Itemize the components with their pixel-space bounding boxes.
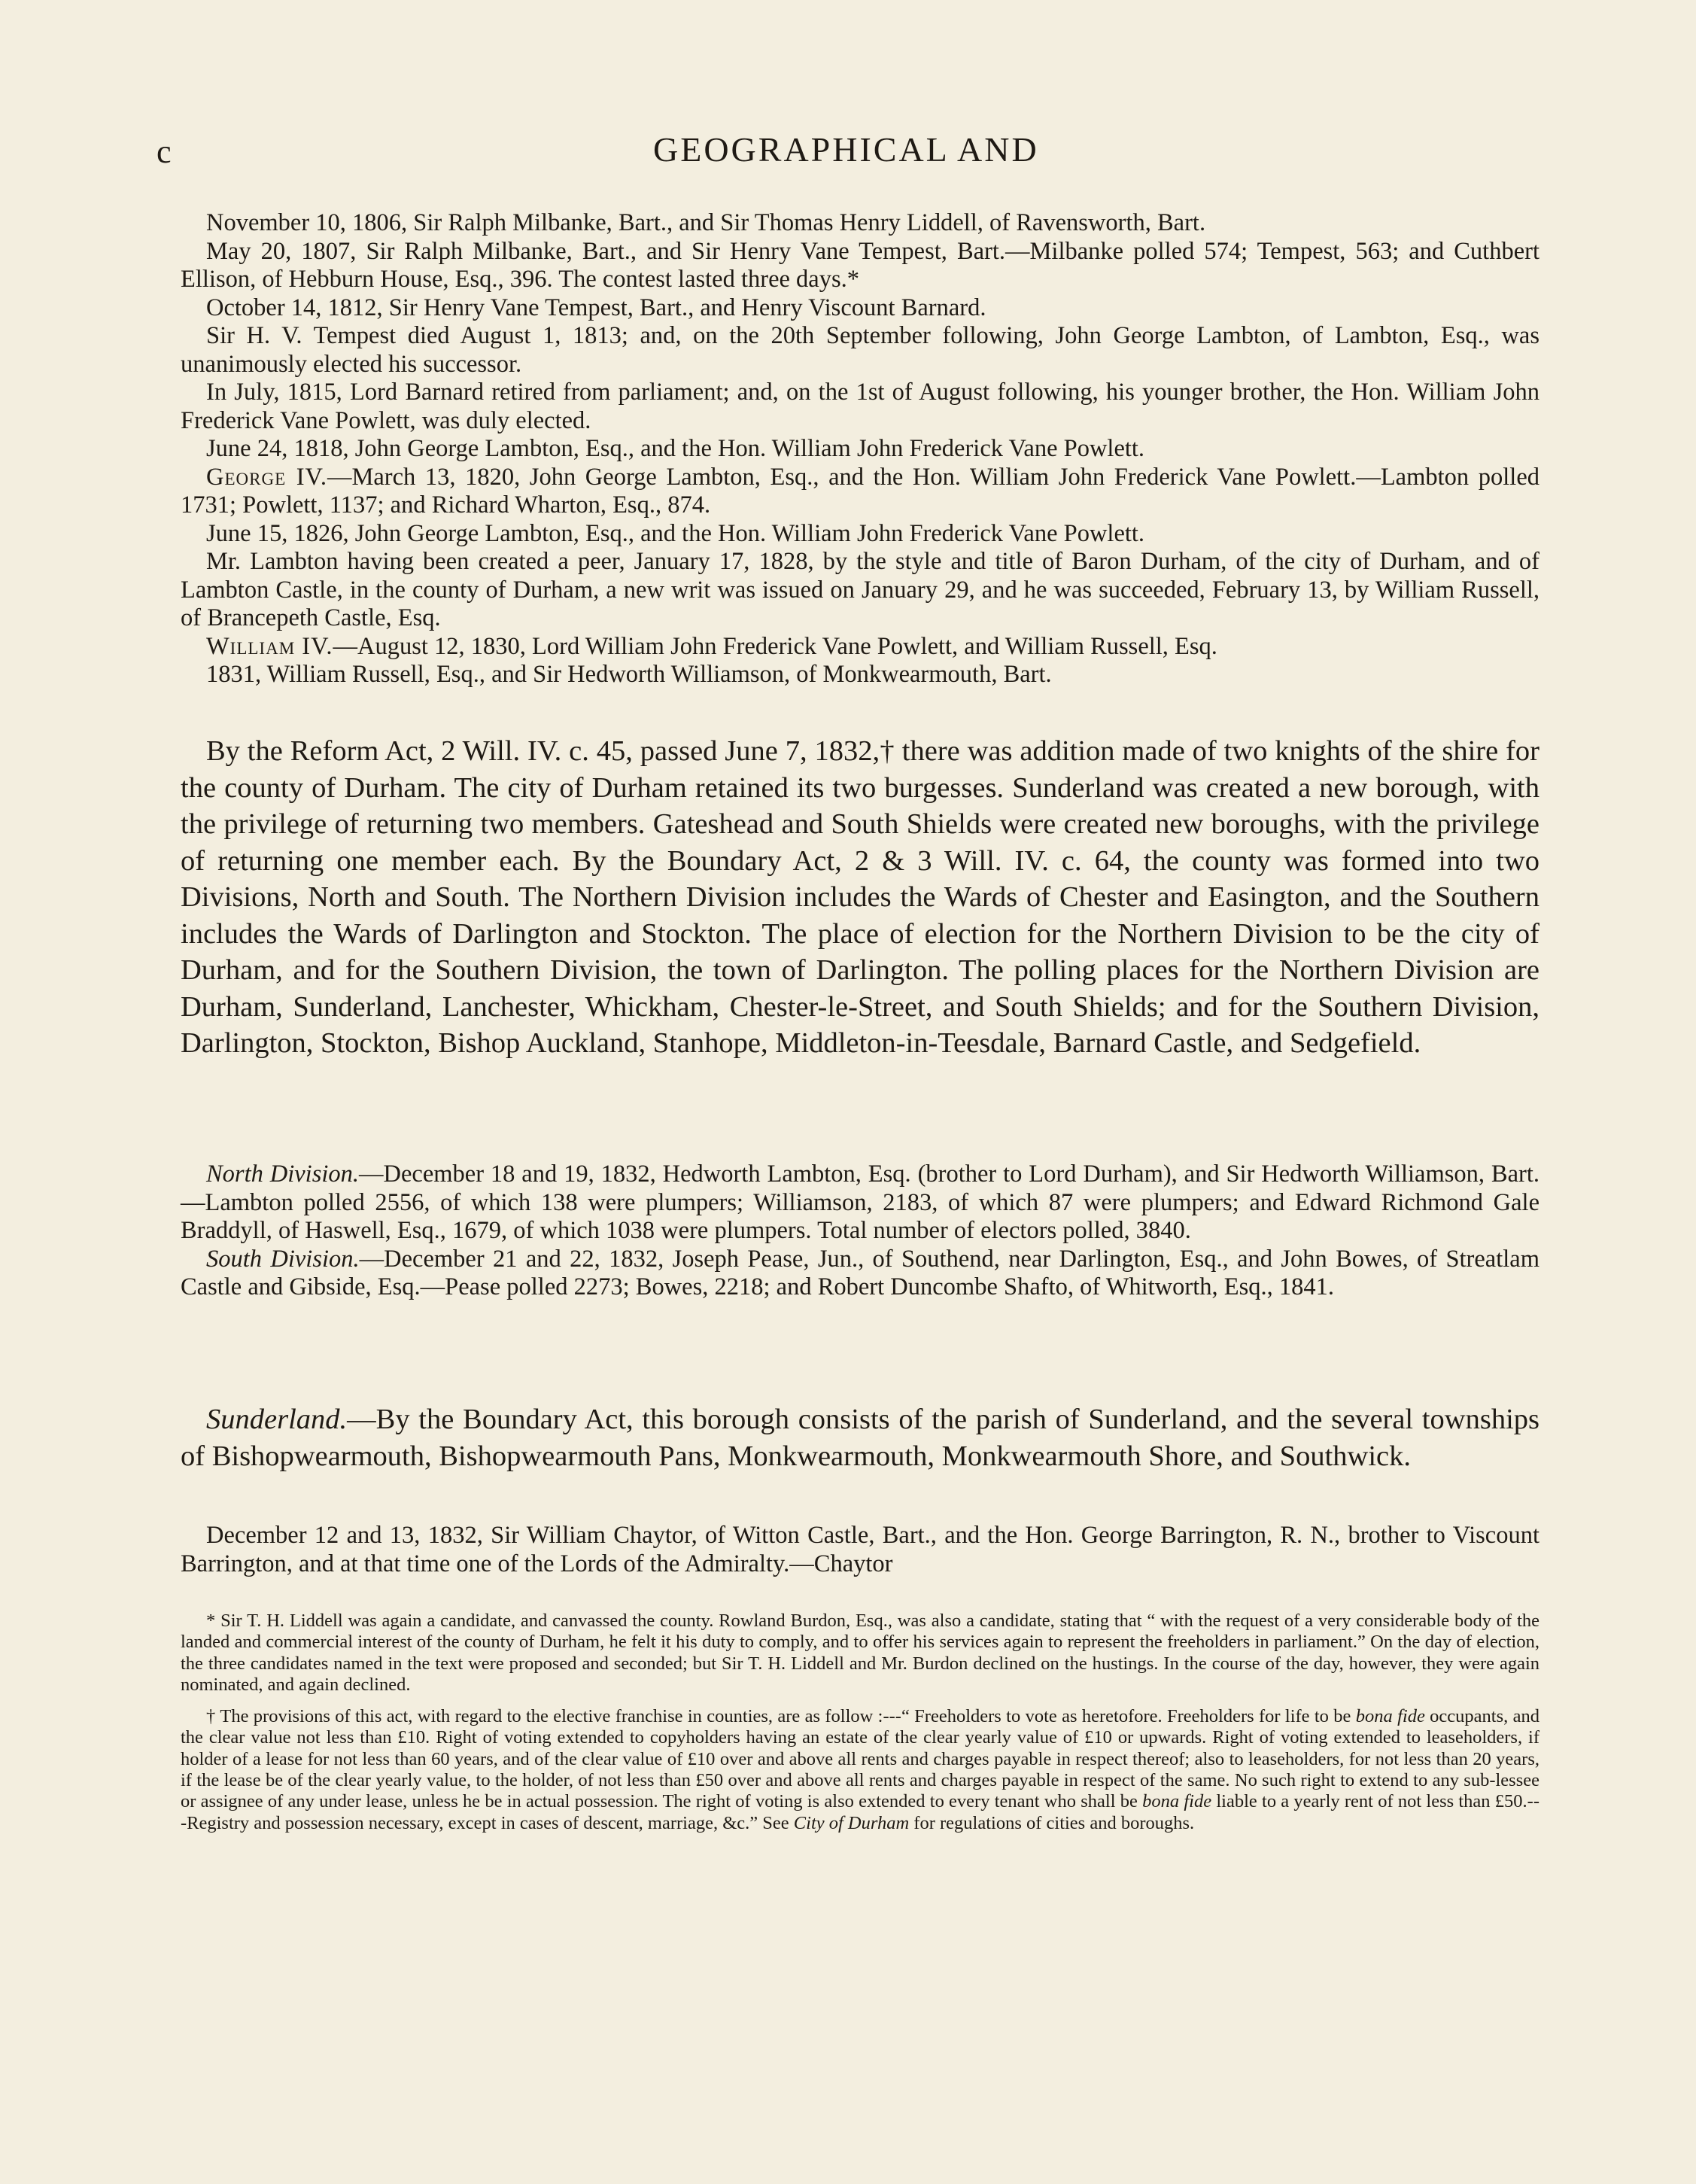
south-division-text: —December 21 and 22, 1832, Joseph Pease, Jun., of Southend, near Darlington, Esq., and John Bowes, of Streatlam Castle and Gibside, Esq.—Pease polled 2273; Bowes, 2218; and Robert Duncombe Shafto, of Whitworth, Esq., 1841.: [181, 1245, 1539, 1300]
footnote-star: * Sir T. H. Liddell was again a candidate, and canvassed the county. Rowland Burdon, Esq., was also a candidate, stating that “ with the request of a very considerable body of the landed and commercial interest of the county of Durham, he felt it his duty to comply, and to offer his services again to represent the freeholders in parliament.” On the day of election, the three candidates named in the text were proposed and seconded; but Sir T. H. Liddell and Mr. Burdon declined on the hustings. In the course of the day, however, they were again nominated, and again declined.: [181, 1611, 1539, 1695]
entry-1812: October 14, 1812, Sir Henry Vane Tempest, Bart., and Henry Viscount Barnard.: [206, 294, 986, 321]
sunderland-election: [181, 1522, 1539, 1578]
bona-fide-1: bona fide: [1355, 1706, 1425, 1727]
entry-1806: November 10, 1806, Sir Ralph Milbanke, Bart., and Sir Thomas Henry Liddell, of Ravensworth, Bart.: [206, 209, 1206, 236]
reform-paragraph: By the Reform Act, 2 Will. IV. c. 45, passed June 7, 1832,† there was addition made of two knights of the shire for the county of Durham. The city of Durham retained its two burgesses. Sunderland was created a new borough, with the privilege of returning two members. Gateshead and South Shields were created new boroughs, with the privilege of returning one member each. By the Boundary Act, 2 & 3 Will. IV. c. 64, the county was formed into two Divisions, North and South. The Northern Division includes the Wards of Chester and Easington, and the Southern includes the Wards of Darlington and Stockton. The place of election for the Northern Division to be the city of Durham, and for the Southern Division, the town of Darlington. The polling places for the Northern Division are Durham, Sunderland, Lanchester, Whickham, Chester-le-Street, and South Shields; and for the Southern Division, Darlington, Stockton, Bishop Auckland, Stanhope, Middleton-in-Teesdale, Barnard Castle, and Sedgefield.: [181, 735, 1539, 1059]
election-list: [181, 209, 1539, 689]
division-results: [181, 1160, 1539, 1302]
sunderland-section: [181, 1401, 1539, 1474]
reign-william-iv: William IV.: [206, 632, 333, 660]
north-division: [181, 1160, 1539, 1246]
bona-fide-2: bona fide: [1142, 1791, 1212, 1812]
north-division-label: North Division.: [206, 1160, 359, 1188]
sunderland-label: Sunderland.: [206, 1404, 348, 1435]
footnote-dagger-part-3: liable to a yearly rent of not less than £50.---Registry and possession necessary, except in cases of descent, marriage, &c.” See: [181, 1791, 1539, 1833]
footnote-dagger: [181, 1706, 1539, 1834]
sunderland-1832: December 12 and 13, 1832, Sir William Chaytor, of Witton Castle, Bart., and the Hon. George Barrington, R. N., brother to Viscount Barrington, and at that time one of the Lords of the Admiralty.—Chaytor: [181, 1522, 1539, 1577]
running-head: GEOGRAPHICAL AND: [653, 130, 1039, 169]
entry-1826: June 15, 1826, John George Lambton, Esq., and the Hon. William John Frederick Vane Powlett.: [206, 519, 1145, 547]
entry-1815: In July, 1815, Lord Barnard retired from parliament; and, on the 1st of August following, his younger brother, the Hon. William John Frederick Vane Powlett, was duly elected.: [181, 379, 1539, 434]
entry-1830: [181, 633, 1539, 662]
entry-1813: Sir H. V. Tempest died August 1, 1813; and, on the 20th September following, John George Lambton, of Lambton, Esq., was unanimously elected his successor.: [181, 322, 1539, 378]
city-of-durham-reference: City of Durham: [793, 1812, 910, 1833]
entry-1807: May 20, 1807, Sir Ralph Milbanke, Bart., and Sir Henry Vane Tempest, Bart.—Milbanke polled 574; Tempest, 563; and Cuthbert Ellison, of Hebburn House, Esq., 396. The contest lasted three days.*: [181, 237, 1539, 293]
south-division: [181, 1246, 1539, 1302]
entry-1828: Mr. Lambton having been created a peer, January 17, 1828, by the style and title of Baron Durham, of the city of Durham, and of Lambton Castle, in the county of Durham, a new writ was issued on January 29, and he was succeeded, February 13, by William Russell, of Brancepeth Castle, Esq.: [181, 548, 1539, 631]
footnote-dagger-part-2: occupants, and the clear value not less than £10. Right of voting extended to copyholders having an estate of the clear yearly value of £10 or upwards. Right of voting extended to leaseholders, if holder of a lease for not less than 60 years, and of the clear value of £10 over and above all rents and charges payable in respect thereof; also to leaseholders, for not less than 20 years, if the lease be of the clear yearly value, to the holder, of not less than £50 over and above all rents and charges payable in respect of the same. No such right to extend to any sub-lessee or assignee of any under lease, unless he be in actual possession. The right of voting is also extended to every tenant who shall be: [181, 1706, 1539, 1812]
entry-1818: June 24, 1818, John George Lambton, Esq., and the Hon. William John Frederick Vane Powlett.: [206, 435, 1145, 462]
entry-1831: 1831, William Russell, Esq., and Sir Hedworth Williamson, of Monkwearmouth, Bart.: [206, 661, 1052, 688]
sunderland-text: —By the Boundary Act, this borough consists of the parish of Sunderland, and the several townships of Bishopwearmouth, Bishopwearmouth Pans, Monkwearmouth, Monkwearmouth Shore, and Southwick.: [181, 1404, 1539, 1472]
footnotes: [181, 1611, 1539, 1834]
entry-1820-text: —March 13, 1820, John George Lambton, Esq., and the Hon. William John Frederick Vane Powlett.—Lambton polled 1731; Powlett, 1137; and Richard Wharton, Esq., 874.: [181, 463, 1539, 519]
footnote-dagger-part-1: † The provisions of this act, with regard to the elective franchise in counties, are as follow :---“ Freeholders to vote as heretofore. Freeholders for life to be: [206, 1706, 1356, 1727]
page-folio: c: [157, 133, 172, 170]
entry-1830-text: —August 12, 1830, Lord William John Frederick Vane Powlett, and William Russell, Esq.: [333, 632, 1217, 660]
reform-act-section: [181, 733, 1539, 1062]
footnote-dagger-part-4: for regulations of cities and boroughs.: [909, 1812, 1195, 1833]
north-division-text: —December 18 and 19, 1832, Hedworth Lambton, Esq. (brother to Lord Durham), and Sir Hedworth Williamson, Bart.—Lambton polled 2556, of which 138 were plumpers; Williamson, 2183, of which 87 were plumpers; and Edward Richmond Gale Braddyll, of Haswell, Esq., 1679, of which 1038 were plumpers. Total number of electors polled, 3840.: [181, 1160, 1539, 1244]
south-division-label: South Division.: [206, 1245, 360, 1273]
reign-george-iv: George IV.: [206, 463, 327, 491]
entry-1820: [181, 464, 1539, 520]
sunderland-paragraph: [181, 1401, 1539, 1474]
